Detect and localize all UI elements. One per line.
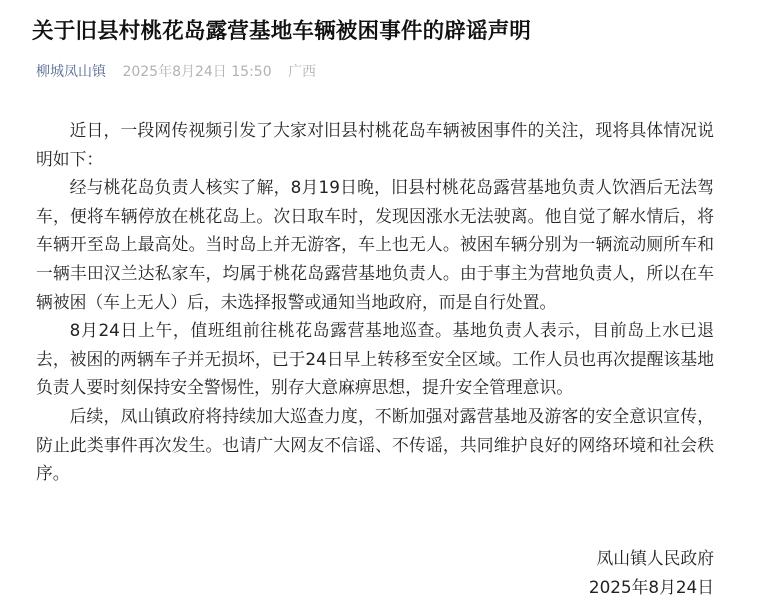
signature: [589, 544, 714, 601]
signature-date: 2025年8月24日: [588, 576, 714, 597]
paragraph: 8月24日上午，值班组前往桃花岛露营基地巡查。基地负责人表示，目前岛上水已退去，被困的两辆车子并无损坏，已于24日早上转移至安全区域。工作人员也再次提醒该基地负责人要时刻保持安全警惕性，别存大意麻痹思想，提升安全管理意识。: [36, 320, 714, 398]
paragraph: 经与桃花岛负责人核实了解，8月19日晚，旧县村桃花岛露营基地负责人饮酒后无法驾车，便将车辆停放在桃花岛上。次日取车时，发现因涨水无法驶离。他自觉了解水情后，将车辆开至岛上最高处。当时岛上并无游客，车上也无人。被困车辆分别为一辆流动厕所车和一辆丰田汉兰达私家车，均属于桃花岛露营基地负责人。由于事主为营地负责人，所以在车辆被困（车上无人）后，未选择报警或通知当地政府，而是自行处置。: [36, 177, 714, 312]
publish-region: 广西: [288, 64, 317, 80]
paragraph: 后续，凤山镇政府将持续加大巡查力度，不断加强对露营基地及游客的安全意识宣传，防止此类事件再次发生。也请广大网友不信谣、不传谣，共同维护良好的网络环境和社会秩序。: [36, 405, 714, 484]
article-meta: [36, 61, 316, 81]
article-body: [36, 116, 714, 488]
author-link[interactable]: 柳城凤山镇: [36, 64, 106, 80]
article-title: 关于旧县村桃花岛露营基地车辆被困事件的辟谣声明: [32, 19, 532, 44]
paragraph: 近日，一段网传视频引发了大家对旧县村桃花岛车辆被困事件的关注，现将具体情况说明如下：: [36, 120, 714, 169]
publish-time: 2025年8月24日 15:50: [122, 64, 272, 80]
signature-organization: 凤山镇人民政府: [596, 548, 714, 568]
